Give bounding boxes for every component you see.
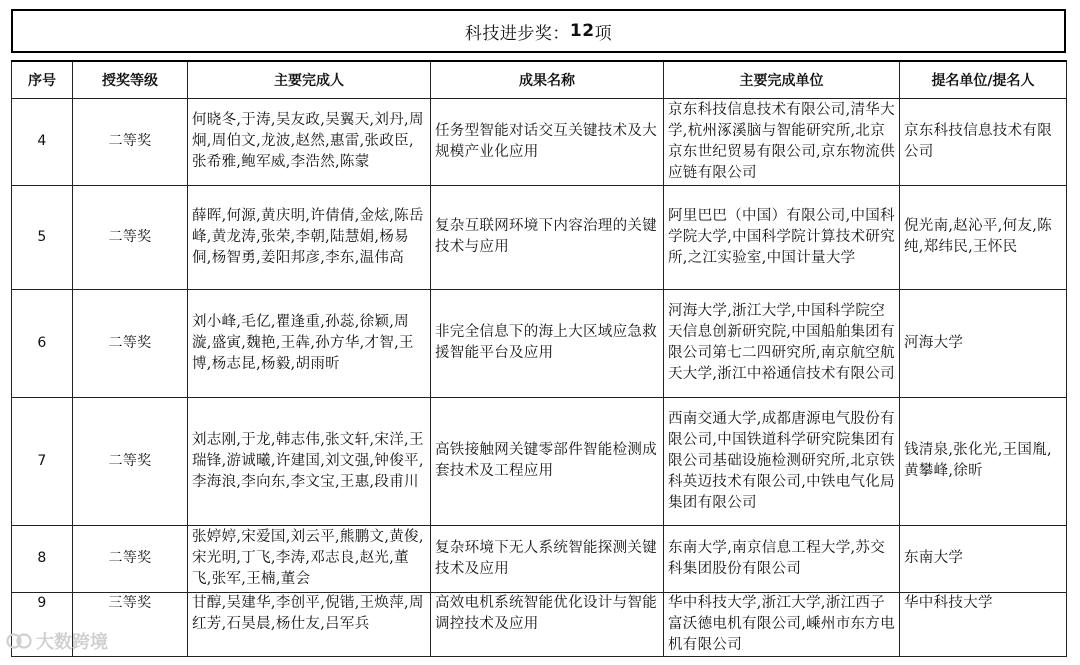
table-row bbox=[12, 592, 1067, 656]
row-units: 东南大学,南京信息工程大学,苏交科集团股份有限公司 bbox=[664, 525, 900, 592]
row-award-level: 二等奖 bbox=[73, 185, 188, 289]
row-nominator: 东南大学 bbox=[900, 525, 1067, 592]
row-award-level: 二等奖 bbox=[73, 525, 188, 592]
row-project: 复杂环境下无人系统智能探测关键技术及应用 bbox=[431, 525, 664, 592]
row-serial: 9 bbox=[12, 592, 73, 656]
title-suffix: 项 bbox=[594, 23, 613, 44]
row-award-level: 三等奖 bbox=[73, 592, 188, 656]
header-award-level: 授奖等级 bbox=[73, 61, 188, 98]
row-award-level: 二等奖 bbox=[73, 397, 188, 525]
row-serial: 7 bbox=[12, 397, 73, 525]
table-row bbox=[12, 185, 1067, 289]
row-nominator: 华中科技大学 bbox=[900, 592, 1067, 656]
row-contributors: 薛晖,何源,黄庆明,许倩倩,金炫,陈岳峰,黄龙涛,张荣,李朝,陆慧娟,杨易侗,杨智勇,姜阳邦彦,李东,温伟高 bbox=[188, 185, 431, 289]
row-nominator: 京东科技信息技术有限公司 bbox=[900, 98, 1067, 185]
row-nominator: 钱清泉,张化光,王国胤,黄攀峰,徐昕 bbox=[900, 397, 1067, 525]
table-row bbox=[12, 397, 1067, 525]
row-contributors: 甘醇,吴建华,李创平,倪锴,王焕萍,周红芳,石昊晨,杨仕友,吕军兵 bbox=[188, 592, 431, 656]
header-main-units: 主要完成单位 bbox=[664, 61, 900, 98]
row-units: 华中科技大学,浙江大学,浙江西子富沃德电机有限公司,嵊州市东方电机有限公司 bbox=[664, 592, 900, 656]
row-project: 复杂互联网环境下内容治理的关键技术与应用 bbox=[431, 185, 664, 289]
watermark bbox=[6, 628, 108, 654]
row-serial: 4 bbox=[12, 98, 73, 185]
award-document bbox=[11, 9, 1066, 657]
row-project: 高铁接触网关键零部件智能检测成套技术及工程应用 bbox=[431, 397, 664, 525]
row-award-level: 二等奖 bbox=[73, 289, 188, 397]
table-row bbox=[12, 525, 1067, 592]
row-contributors: 张婷婷,宋爱国,刘云平,熊鹏文,黄俊,宋光明,丁飞,李涛,邓志良,赵光,董飞,张军,王楠,董会 bbox=[188, 525, 431, 592]
header-main-contributors: 主要完成人 bbox=[188, 61, 431, 98]
row-units: 西南交通大学,成都唐源电气股份有限公司,中国铁道科学研究院集团有限公司基础设施检测研究所,北京铁科英迈技术有限公司,中铁电气化局集团有限公司 bbox=[664, 397, 900, 525]
row-serial: 6 bbox=[12, 289, 73, 397]
title-prefix: 科技进步奖： bbox=[464, 23, 570, 44]
header-nominator: 提名单位/提名人 bbox=[900, 61, 1067, 98]
row-project: 非完全信息下的海上大区域应急救援智能平台及应用 bbox=[431, 289, 664, 397]
logo-icon bbox=[6, 630, 32, 652]
row-project: 任务型智能对话交互关键技术及大规模产业化应用 bbox=[431, 98, 664, 185]
table-row bbox=[12, 289, 1067, 397]
header-project-name: 成果名称 bbox=[431, 61, 664, 98]
table-row bbox=[12, 98, 1067, 185]
section-title bbox=[11, 9, 1066, 53]
row-units: 河海大学,浙江大学,中国科学院空天信息创新研究院,中国船舶集团有限公司第七二四研究所,南京航空航天大学,浙江中裕通信技术有限公司 bbox=[664, 289, 900, 397]
table-header-row bbox=[12, 61, 1067, 98]
row-contributors: 刘小峰,毛亿,瞿逢重,孙蕊,徐颖,周漩,盛寅,魏艳,王犇,孙方华,才智,王博,杨志昆,杨毅,胡雨昕 bbox=[188, 289, 431, 397]
row-units: 阿里巴巴（中国）有限公司,中国科学院大学,中国科学院计算技术研究所,之江实验室,中国计量大学 bbox=[664, 185, 900, 289]
title-count: 12 bbox=[569, 21, 595, 41]
header-serial: 序号 bbox=[12, 61, 73, 98]
watermark-text: 大数跨境 bbox=[36, 632, 108, 653]
row-serial: 8 bbox=[12, 525, 73, 592]
row-serial: 5 bbox=[12, 185, 73, 289]
row-nominator: 倪光南,赵沁平,何友,陈纯,郑纬民,王怀民 bbox=[900, 185, 1067, 289]
row-award-level: 二等奖 bbox=[73, 98, 188, 185]
row-contributors: 何晓冬,于涛,吴友政,吴翼天,刘丹,周炯,周伯文,龙波,赵然,惠雷,张政臣,张希雅,鲍军威,李浩然,陈蒙 bbox=[188, 98, 431, 185]
row-project: 高效电机系统智能优化设计与智能调控技术及应用 bbox=[431, 592, 664, 656]
row-units: 京东科技信息技术有限公司,清华大学,杭州涿溪脑与智能研究所,北京京东世纪贸易有限公司,京东物流供应链有限公司 bbox=[664, 98, 900, 185]
row-nominator: 河海大学 bbox=[900, 289, 1067, 397]
row-contributors: 刘志刚,于龙,韩志伟,张文轩,宋洋,王瑞锋,游诚曦,许建国,刘文强,钟俊平,李海浪,李向东,李文宝,王惠,段甫川 bbox=[188, 397, 431, 525]
award-table bbox=[11, 60, 1067, 657]
